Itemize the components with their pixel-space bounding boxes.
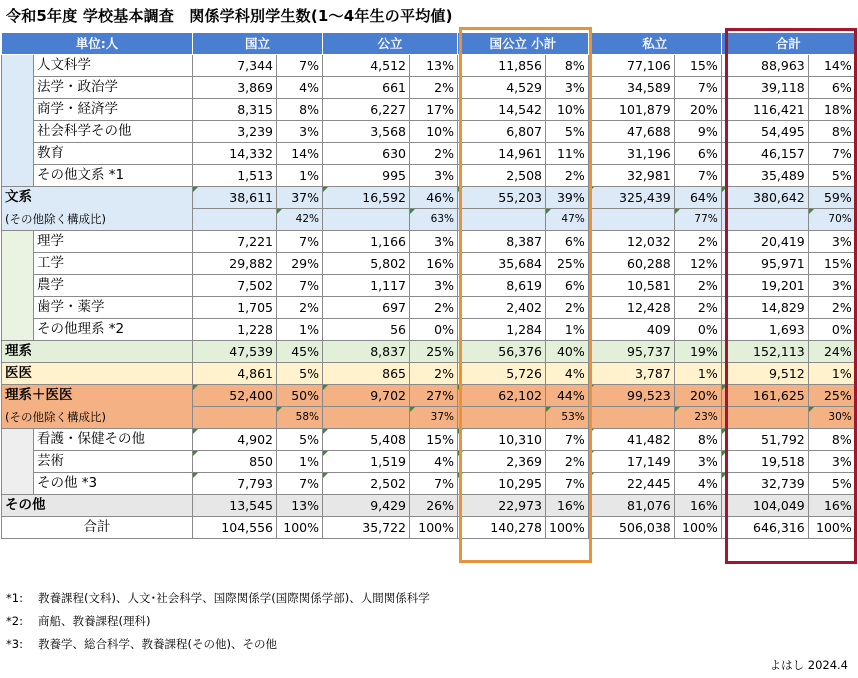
value-cell: 2,508 <box>458 165 546 187</box>
percent-cell: 19% <box>674 341 721 363</box>
value-cell: 51,792 <box>721 429 808 451</box>
row-label: 工学 <box>34 253 193 275</box>
percent-cell: 2% <box>674 297 721 319</box>
value-cell: 865 <box>323 363 410 385</box>
percent-cell: 11% <box>546 143 589 165</box>
value-cell: 12,032 <box>588 231 674 253</box>
value-cell: 7,502 <box>193 275 277 297</box>
value-cell: 4,861 <box>193 363 277 385</box>
percent-cell: 2% <box>410 77 458 99</box>
value-cell <box>193 209 277 231</box>
value-cell: 14,961 <box>458 143 546 165</box>
value-cell: 55,203 <box>458 187 546 209</box>
value-cell: 3,787 <box>588 363 674 385</box>
value-cell: 104,049 <box>721 495 808 517</box>
value-cell <box>588 407 674 429</box>
percent-cell: 7% <box>277 55 323 77</box>
value-cell: 10,581 <box>588 275 674 297</box>
percent-cell: 100% <box>277 517 323 539</box>
percent-cell: 6% <box>808 77 855 99</box>
value-cell: 506,038 <box>588 517 674 539</box>
total-row <box>2 517 856 539</box>
value-cell: 2,402 <box>458 297 546 319</box>
percent-cell: 5% <box>546 121 589 143</box>
value-cell: 11,856 <box>458 55 546 77</box>
unit-header: 単位:人 <box>2 33 193 55</box>
percent-cell: 1% <box>277 451 323 473</box>
percent-cell: 53% <box>546 407 589 429</box>
value-cell: 39,118 <box>721 77 808 99</box>
percent-cell: 3% <box>808 275 855 297</box>
percent-cell: 2% <box>546 165 589 187</box>
percent-cell: 14% <box>277 143 323 165</box>
value-cell: 56,376 <box>458 341 546 363</box>
percent-cell: 7% <box>277 473 323 495</box>
group-label: 理系 <box>2 341 193 363</box>
percent-cell: 7% <box>277 231 323 253</box>
value-cell: 81,076 <box>588 495 674 517</box>
value-cell: 22,973 <box>458 495 546 517</box>
percent-cell: 5% <box>277 363 323 385</box>
percent-cell: 0% <box>410 319 458 341</box>
percent-cell: 42% <box>277 209 323 231</box>
credit: よはし 2024.4 <box>769 658 848 672</box>
percent-cell: 77% <box>674 209 721 231</box>
value-cell: 325,439 <box>588 187 674 209</box>
value-cell: 1,513 <box>193 165 277 187</box>
value-cell: 152,113 <box>721 341 808 363</box>
percent-cell: 13% <box>410 55 458 77</box>
table-row <box>2 77 856 99</box>
percent-cell: 2% <box>410 297 458 319</box>
subtotal-row <box>2 385 856 407</box>
value-cell: 95,971 <box>721 253 808 275</box>
row-label: 理学 <box>34 231 193 253</box>
value-cell: 409 <box>588 319 674 341</box>
value-cell: 9,702 <box>323 385 410 407</box>
value-cell: 3,239 <box>193 121 277 143</box>
percent-cell: 0% <box>808 319 855 341</box>
footnote-1 <box>6 590 430 606</box>
percent-cell: 30% <box>808 407 855 429</box>
total-label: 合計 <box>2 517 193 539</box>
percent-cell: 8% <box>808 429 855 451</box>
value-cell: 99,523 <box>588 385 674 407</box>
value-cell: 8,315 <box>193 99 277 121</box>
value-cell: 3,869 <box>193 77 277 99</box>
footnote-text: 教養学、総合科学、教養課程(その他)、その他 <box>38 637 277 651</box>
value-cell: 8,387 <box>458 231 546 253</box>
percent-cell: 3% <box>808 451 855 473</box>
percent-cell: 44% <box>546 385 589 407</box>
percent-cell: 15% <box>808 253 855 275</box>
percent-cell: 25% <box>546 253 589 275</box>
footnote-mark: *3: <box>6 637 23 651</box>
ratio-row <box>2 407 856 429</box>
value-cell: 8,837 <box>323 341 410 363</box>
value-cell <box>323 209 410 231</box>
value-cell: 60,288 <box>588 253 674 275</box>
group-side-cell <box>2 429 34 495</box>
percent-cell: 63% <box>410 209 458 231</box>
value-cell: 77,106 <box>588 55 674 77</box>
percent-cell: 7% <box>674 165 721 187</box>
percent-cell: 1% <box>546 319 589 341</box>
value-cell: 697 <box>323 297 410 319</box>
percent-cell: 8% <box>674 429 721 451</box>
value-cell: 5,408 <box>323 429 410 451</box>
percent-cell: 26% <box>410 495 458 517</box>
value-cell: 31,196 <box>588 143 674 165</box>
value-cell: 19,201 <box>721 275 808 297</box>
value-cell: 52,400 <box>193 385 277 407</box>
value-cell: 7,221 <box>193 231 277 253</box>
footnote-3 <box>6 636 277 652</box>
table-row <box>2 429 856 451</box>
percent-cell: 5% <box>808 473 855 495</box>
percent-cell: 58% <box>277 407 323 429</box>
value-cell: 35,684 <box>458 253 546 275</box>
value-cell: 5,802 <box>323 253 410 275</box>
percent-cell: 2% <box>808 297 855 319</box>
table-row <box>2 451 856 473</box>
percent-cell: 50% <box>277 385 323 407</box>
value-cell: 5,726 <box>458 363 546 385</box>
table-row <box>2 297 856 319</box>
value-cell <box>721 209 808 231</box>
table-row <box>2 231 856 253</box>
value-cell: 88,963 <box>721 55 808 77</box>
percent-cell: 3% <box>674 451 721 473</box>
value-cell: 661 <box>323 77 410 99</box>
percent-cell: 4% <box>410 451 458 473</box>
percent-cell: 59% <box>808 187 855 209</box>
row-label: 教育 <box>34 143 193 165</box>
percent-cell: 40% <box>546 341 589 363</box>
percent-cell: 12% <box>674 253 721 275</box>
percent-cell: 3% <box>410 231 458 253</box>
footnote-mark: *2: <box>6 614 23 628</box>
value-cell: 3,568 <box>323 121 410 143</box>
percent-cell: 8% <box>277 99 323 121</box>
value-cell: 62,102 <box>458 385 546 407</box>
percent-cell: 64% <box>674 187 721 209</box>
percent-cell: 4% <box>277 77 323 99</box>
value-cell <box>721 407 808 429</box>
value-cell: 1,284 <box>458 319 546 341</box>
percent-cell: 100% <box>808 517 855 539</box>
percent-cell: 9% <box>674 121 721 143</box>
percent-cell: 29% <box>277 253 323 275</box>
value-cell: 16,592 <box>323 187 410 209</box>
value-cell: 4,512 <box>323 55 410 77</box>
percent-cell: 100% <box>674 517 721 539</box>
percent-cell: 6% <box>546 231 589 253</box>
value-cell <box>458 407 546 429</box>
percent-cell: 7% <box>410 473 458 495</box>
percent-cell: 13% <box>277 495 323 517</box>
percent-cell: 8% <box>546 55 589 77</box>
value-cell: 12,428 <box>588 297 674 319</box>
table-row <box>2 55 856 77</box>
percent-cell: 27% <box>410 385 458 407</box>
value-cell: 4,902 <box>193 429 277 451</box>
percent-cell: 46% <box>410 187 458 209</box>
percent-cell: 7% <box>277 275 323 297</box>
percent-cell: 3% <box>277 121 323 143</box>
percent-cell: 2% <box>546 297 589 319</box>
subtotal-row <box>2 363 856 385</box>
column-header: 公立 <box>323 33 458 55</box>
row-label: 社会科学その他 <box>34 121 193 143</box>
value-cell: 101,879 <box>588 99 674 121</box>
subtotal-row <box>2 341 856 363</box>
value-cell: 47,688 <box>588 121 674 143</box>
percent-cell: 25% <box>808 385 855 407</box>
percent-cell: 37% <box>410 407 458 429</box>
group-label: 医医 <box>2 363 193 385</box>
value-cell: 41,482 <box>588 429 674 451</box>
value-cell: 35,722 <box>323 517 410 539</box>
percent-cell: 2% <box>546 451 589 473</box>
value-cell: 10,295 <box>458 473 546 495</box>
percent-cell: 16% <box>410 253 458 275</box>
percent-cell: 1% <box>674 363 721 385</box>
percent-cell: 7% <box>808 143 855 165</box>
percent-cell: 15% <box>410 429 458 451</box>
value-cell: 1,166 <box>323 231 410 253</box>
percent-cell: 100% <box>410 517 458 539</box>
value-cell: 95,737 <box>588 341 674 363</box>
percent-cell: 3% <box>546 77 589 99</box>
ratio-label: (その他除く構成比) <box>2 209 193 231</box>
row-label: 農学 <box>34 275 193 297</box>
percent-cell: 5% <box>808 165 855 187</box>
percent-cell: 3% <box>410 275 458 297</box>
footnote-text: 教養課程(文科)、人文･社会科学、国際関係学(国際関係学部)、人間関係科学 <box>38 591 430 605</box>
percent-cell: 18% <box>808 99 855 121</box>
value-cell: 7,793 <box>193 473 277 495</box>
value-cell: 22,445 <box>588 473 674 495</box>
percent-cell: 6% <box>546 275 589 297</box>
row-label: 法学・政治学 <box>34 77 193 99</box>
value-cell: 1,117 <box>323 275 410 297</box>
table-row <box>2 143 856 165</box>
percent-cell: 17% <box>410 99 458 121</box>
table-row <box>2 275 856 297</box>
percent-cell: 1% <box>277 165 323 187</box>
value-cell: 13,545 <box>193 495 277 517</box>
ratio-label: (その他除く構成比) <box>2 407 193 429</box>
footnote-mark: *1: <box>6 591 23 605</box>
value-cell: 2,369 <box>458 451 546 473</box>
value-cell <box>323 407 410 429</box>
percent-cell: 15% <box>674 55 721 77</box>
value-cell: 14,829 <box>721 297 808 319</box>
table-row <box>2 121 856 143</box>
value-cell: 9,429 <box>323 495 410 517</box>
ratio-row <box>2 209 856 231</box>
table-row <box>2 253 856 275</box>
percent-cell: 20% <box>674 99 721 121</box>
percent-cell: 20% <box>674 385 721 407</box>
group-label: 文系 <box>2 187 193 209</box>
percent-cell: 10% <box>410 121 458 143</box>
subtotal-row <box>2 495 856 517</box>
percent-cell: 37% <box>277 187 323 209</box>
column-header: 国立 <box>193 33 323 55</box>
percent-cell: 39% <box>546 187 589 209</box>
value-cell: 32,981 <box>588 165 674 187</box>
value-cell: 35,489 <box>721 165 808 187</box>
percent-cell: 7% <box>546 473 589 495</box>
table-header-row <box>2 33 856 55</box>
value-cell: 56 <box>323 319 410 341</box>
value-cell: 14,542 <box>458 99 546 121</box>
value-cell: 10,310 <box>458 429 546 451</box>
row-label: その他文系 *1 <box>34 165 193 187</box>
percent-cell: 8% <box>808 121 855 143</box>
value-cell: 116,421 <box>721 99 808 121</box>
table-row <box>2 319 856 341</box>
value-cell: 140,278 <box>458 517 546 539</box>
student-count-table <box>1 32 856 539</box>
percent-cell: 2% <box>410 143 458 165</box>
value-cell: 646,316 <box>721 517 808 539</box>
percent-cell: 3% <box>808 231 855 253</box>
percent-cell: 5% <box>277 429 323 451</box>
percent-cell: 6% <box>674 143 721 165</box>
value-cell: 1,705 <box>193 297 277 319</box>
value-cell: 2,502 <box>323 473 410 495</box>
percent-cell: 23% <box>674 407 721 429</box>
row-label: 人文科学 <box>34 55 193 77</box>
percent-cell: 1% <box>277 319 323 341</box>
value-cell: 46,157 <box>721 143 808 165</box>
percent-cell: 14% <box>808 55 855 77</box>
column-header: 合計 <box>721 33 855 55</box>
value-cell: 995 <box>323 165 410 187</box>
percent-cell: 16% <box>808 495 855 517</box>
value-cell: 4,529 <box>458 77 546 99</box>
value-cell: 630 <box>323 143 410 165</box>
group-side-cell <box>2 55 34 187</box>
footnote-text: 商船、教養課程(理科) <box>38 614 151 628</box>
column-header: 国公立 小計 <box>458 33 589 55</box>
value-cell <box>588 209 674 231</box>
value-cell: 20,419 <box>721 231 808 253</box>
percent-cell: 3% <box>410 165 458 187</box>
row-label: 商学・経済学 <box>34 99 193 121</box>
value-cell: 8,619 <box>458 275 546 297</box>
value-cell: 104,556 <box>193 517 277 539</box>
value-cell <box>193 407 277 429</box>
value-cell: 17,149 <box>588 451 674 473</box>
percent-cell: 100% <box>546 517 589 539</box>
group-side-cell <box>2 231 34 341</box>
value-cell: 161,625 <box>721 385 808 407</box>
value-cell: 380,642 <box>721 187 808 209</box>
value-cell: 1,693 <box>721 319 808 341</box>
row-label: 芸術 <box>34 451 193 473</box>
percent-cell: 4% <box>546 363 589 385</box>
percent-cell: 2% <box>674 275 721 297</box>
value-cell: 47,539 <box>193 341 277 363</box>
column-header: 私立 <box>588 33 721 55</box>
value-cell: 1,228 <box>193 319 277 341</box>
page-title: 令和5年度 学校基本調査 関係学科別学生数(1～4年生の平均値) <box>6 7 453 25</box>
value-cell: 54,495 <box>721 121 808 143</box>
value-cell: 1,519 <box>323 451 410 473</box>
percent-cell: 0% <box>674 319 721 341</box>
value-cell: 19,518 <box>721 451 808 473</box>
percent-cell: 25% <box>410 341 458 363</box>
row-label: 看護・保健その他 <box>34 429 193 451</box>
percent-cell: 16% <box>546 495 589 517</box>
value-cell: 9,512 <box>721 363 808 385</box>
table-row <box>2 473 856 495</box>
value-cell: 7,344 <box>193 55 277 77</box>
percent-cell: 1% <box>808 363 855 385</box>
row-label: その他理系 *2 <box>34 319 193 341</box>
value-cell <box>458 209 546 231</box>
value-cell: 6,227 <box>323 99 410 121</box>
footnote-2 <box>6 613 150 629</box>
percent-cell: 2% <box>674 231 721 253</box>
percent-cell: 16% <box>674 495 721 517</box>
percent-cell: 7% <box>546 429 589 451</box>
row-label: その他 *3 <box>34 473 193 495</box>
value-cell: 32,739 <box>721 473 808 495</box>
value-cell: 850 <box>193 451 277 473</box>
value-cell: 34,589 <box>588 77 674 99</box>
group-label: その他 <box>2 495 193 517</box>
subtotal-row <box>2 187 856 209</box>
table-row <box>2 165 856 187</box>
percent-cell: 70% <box>808 209 855 231</box>
value-cell: 14,332 <box>193 143 277 165</box>
percent-cell: 2% <box>277 297 323 319</box>
percent-cell: 45% <box>277 341 323 363</box>
value-cell: 38,611 <box>193 187 277 209</box>
value-cell: 6,807 <box>458 121 546 143</box>
table-row <box>2 99 856 121</box>
percent-cell: 47% <box>546 209 589 231</box>
percent-cell: 4% <box>674 473 721 495</box>
percent-cell: 24% <box>808 341 855 363</box>
percent-cell: 7% <box>674 77 721 99</box>
percent-cell: 2% <box>410 363 458 385</box>
row-label: 歯学・薬学 <box>34 297 193 319</box>
value-cell: 29,882 <box>193 253 277 275</box>
group-label: 理系＋医医 <box>2 385 193 407</box>
percent-cell: 10% <box>546 99 589 121</box>
